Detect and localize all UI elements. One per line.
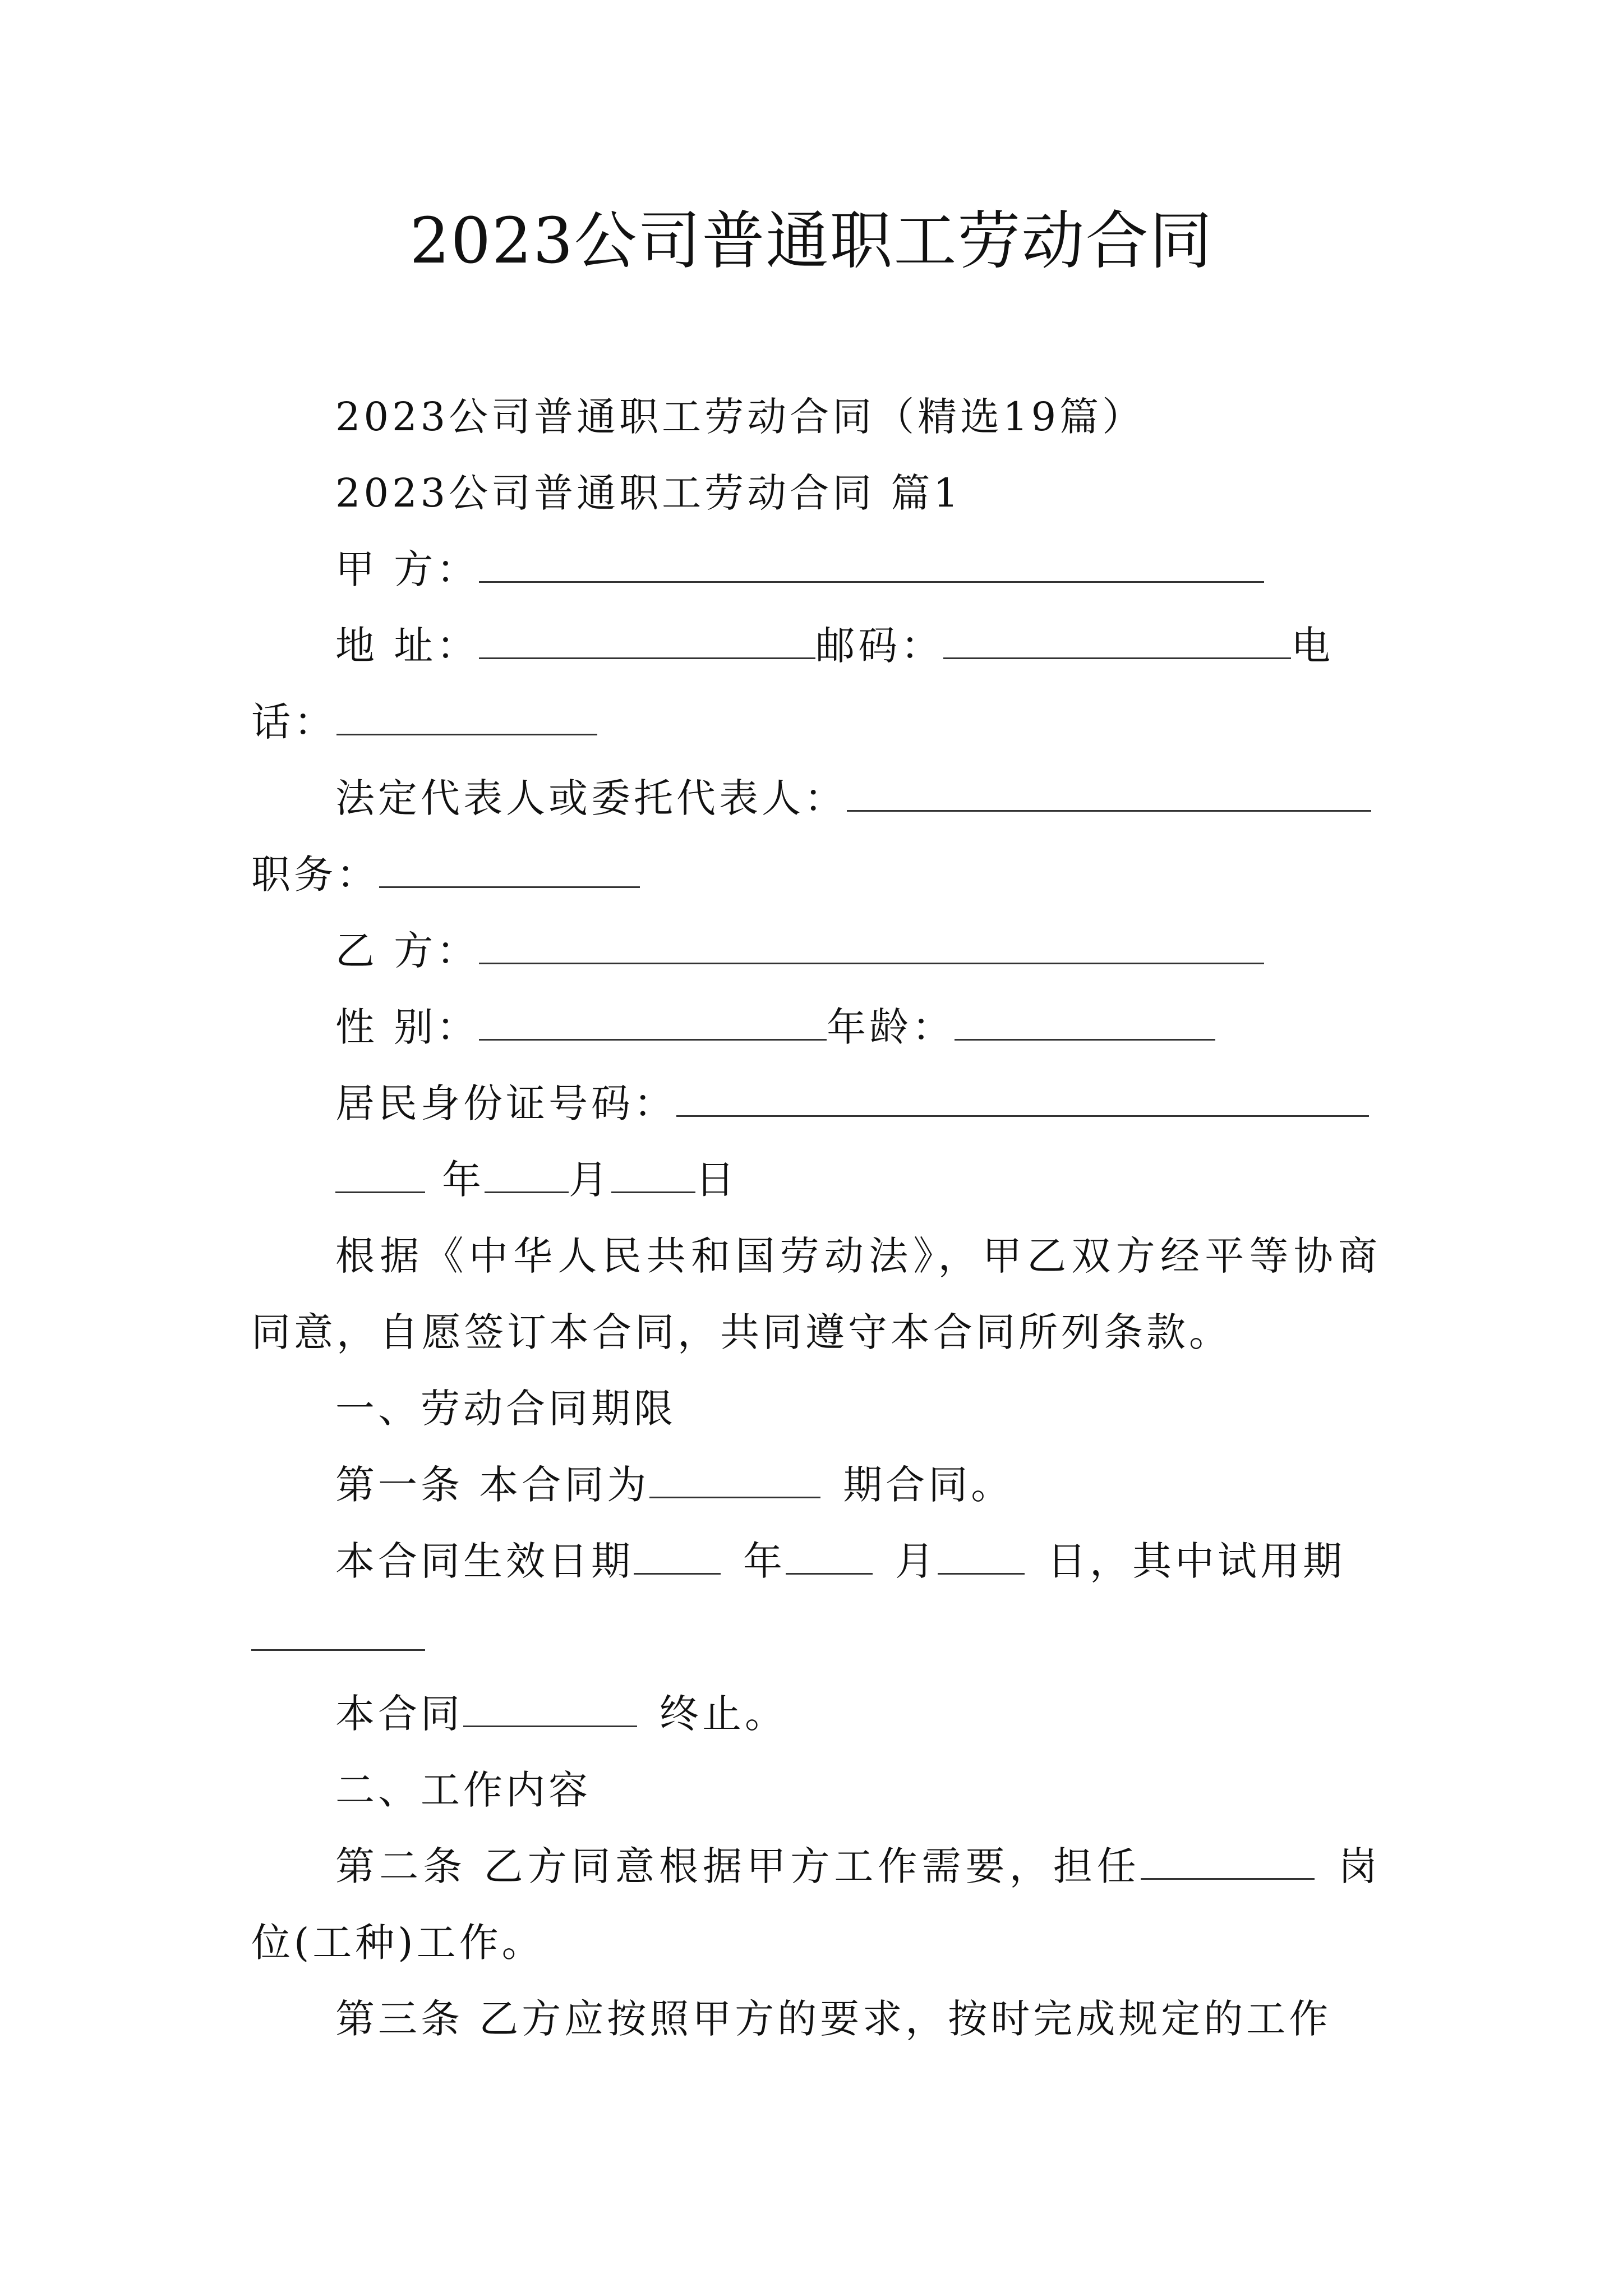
article2-line [251,1828,1381,1981]
effective-prefix: 本合同生效日期 [335,1538,634,1584]
effective-month-label: 月 [895,1538,938,1584]
day-label: 日 [695,1157,738,1203]
address-label: 地 址： [335,623,479,669]
section2-heading: 二、工作内容 [335,1767,591,1813]
phone-line [251,684,1381,760]
phone-blank [336,696,597,735]
effective-date-line [251,1523,1381,1599]
phone-label-part2: 话： [251,699,336,745]
postcode-label: 邮码： [815,623,944,669]
subtitle: 2023公司普通职工劳动合同（精选19篇） [335,394,1145,440]
effective-day-blank [938,1535,1025,1575]
end-prefix: 本合同 [335,1691,463,1737]
position-line [251,836,1381,913]
effective-month-blank [786,1535,873,1575]
contract-term-blank [649,1458,820,1498]
postcode-blank [943,619,1291,659]
age-blank [955,1001,1215,1041]
representative-label: 法定代表人或委托代表人： [335,775,847,821]
document-title: 2023公司普通职工劳动合同 [409,205,1214,278]
article2-prefix: 第二条 乙方同意根据甲方工作需要，担任 [335,1843,1141,1889]
article2-suffix: 岗位(工种)工作。 [251,1843,1381,1966]
date-line [251,1142,1381,1218]
id-number-label: 居民身份证号码： [335,1080,676,1126]
document-body [251,379,1381,2057]
phone-label-part1: 电 [1291,623,1334,669]
month-label: 月 [569,1157,611,1203]
party-a-label: 甲 方： [335,546,479,592]
job-position-blank [1141,1840,1315,1880]
party-a-name-blank [479,543,1264,583]
party-b-line [251,913,1381,989]
day-blank [611,1153,695,1193]
end-date-line [251,1676,1381,1752]
end-date-blank [463,1687,637,1727]
preamble: 根据《中华人民共和国劳动法》，甲乙双方经平等协商同意，自愿签订本合同，共同遵守本合同所列条款。 [251,1233,1381,1355]
gender-label: 性 别： [335,1004,479,1050]
age-label: 年龄： [827,1004,955,1050]
end-suffix: 终止。 [660,1691,787,1737]
party-b-name-blank [479,924,1264,964]
id-number-line [251,1065,1381,1142]
month-blank [485,1153,569,1193]
year-label: 年 [442,1157,485,1203]
article3-line: 第三条 乙方应按照甲方的要求，按时完成规定的工作 [335,1996,1332,2042]
part-heading: 2023公司普通职工劳动合同 篇1 [335,470,962,516]
probation-line [251,1599,1381,1676]
article1-prefix: 第一条 本合同为 [335,1462,650,1508]
party-a-line [251,531,1381,608]
probation-blank [251,1611,425,1651]
article1-line [251,1447,1381,1523]
address-blank [479,619,815,659]
position-label: 职务： [251,852,379,898]
id-number-blank [676,1077,1369,1117]
representative-line [251,760,1381,836]
party-a-address-line [251,608,1381,684]
gender-age-line [251,989,1381,1065]
effective-year-blank [634,1535,721,1575]
position-blank [379,848,640,888]
representative-blank [847,772,1371,812]
year-blank [335,1153,425,1193]
gender-blank [479,1001,827,1041]
article1-suffix: 期合同。 [843,1462,1014,1508]
effective-year-label: 年 [743,1538,786,1584]
effective-day-suffix: 日，其中试用期 [1047,1538,1345,1584]
party-b-label: 乙 方： [335,928,479,974]
section1-heading: 一、劳动合同期限 [335,1386,676,1432]
